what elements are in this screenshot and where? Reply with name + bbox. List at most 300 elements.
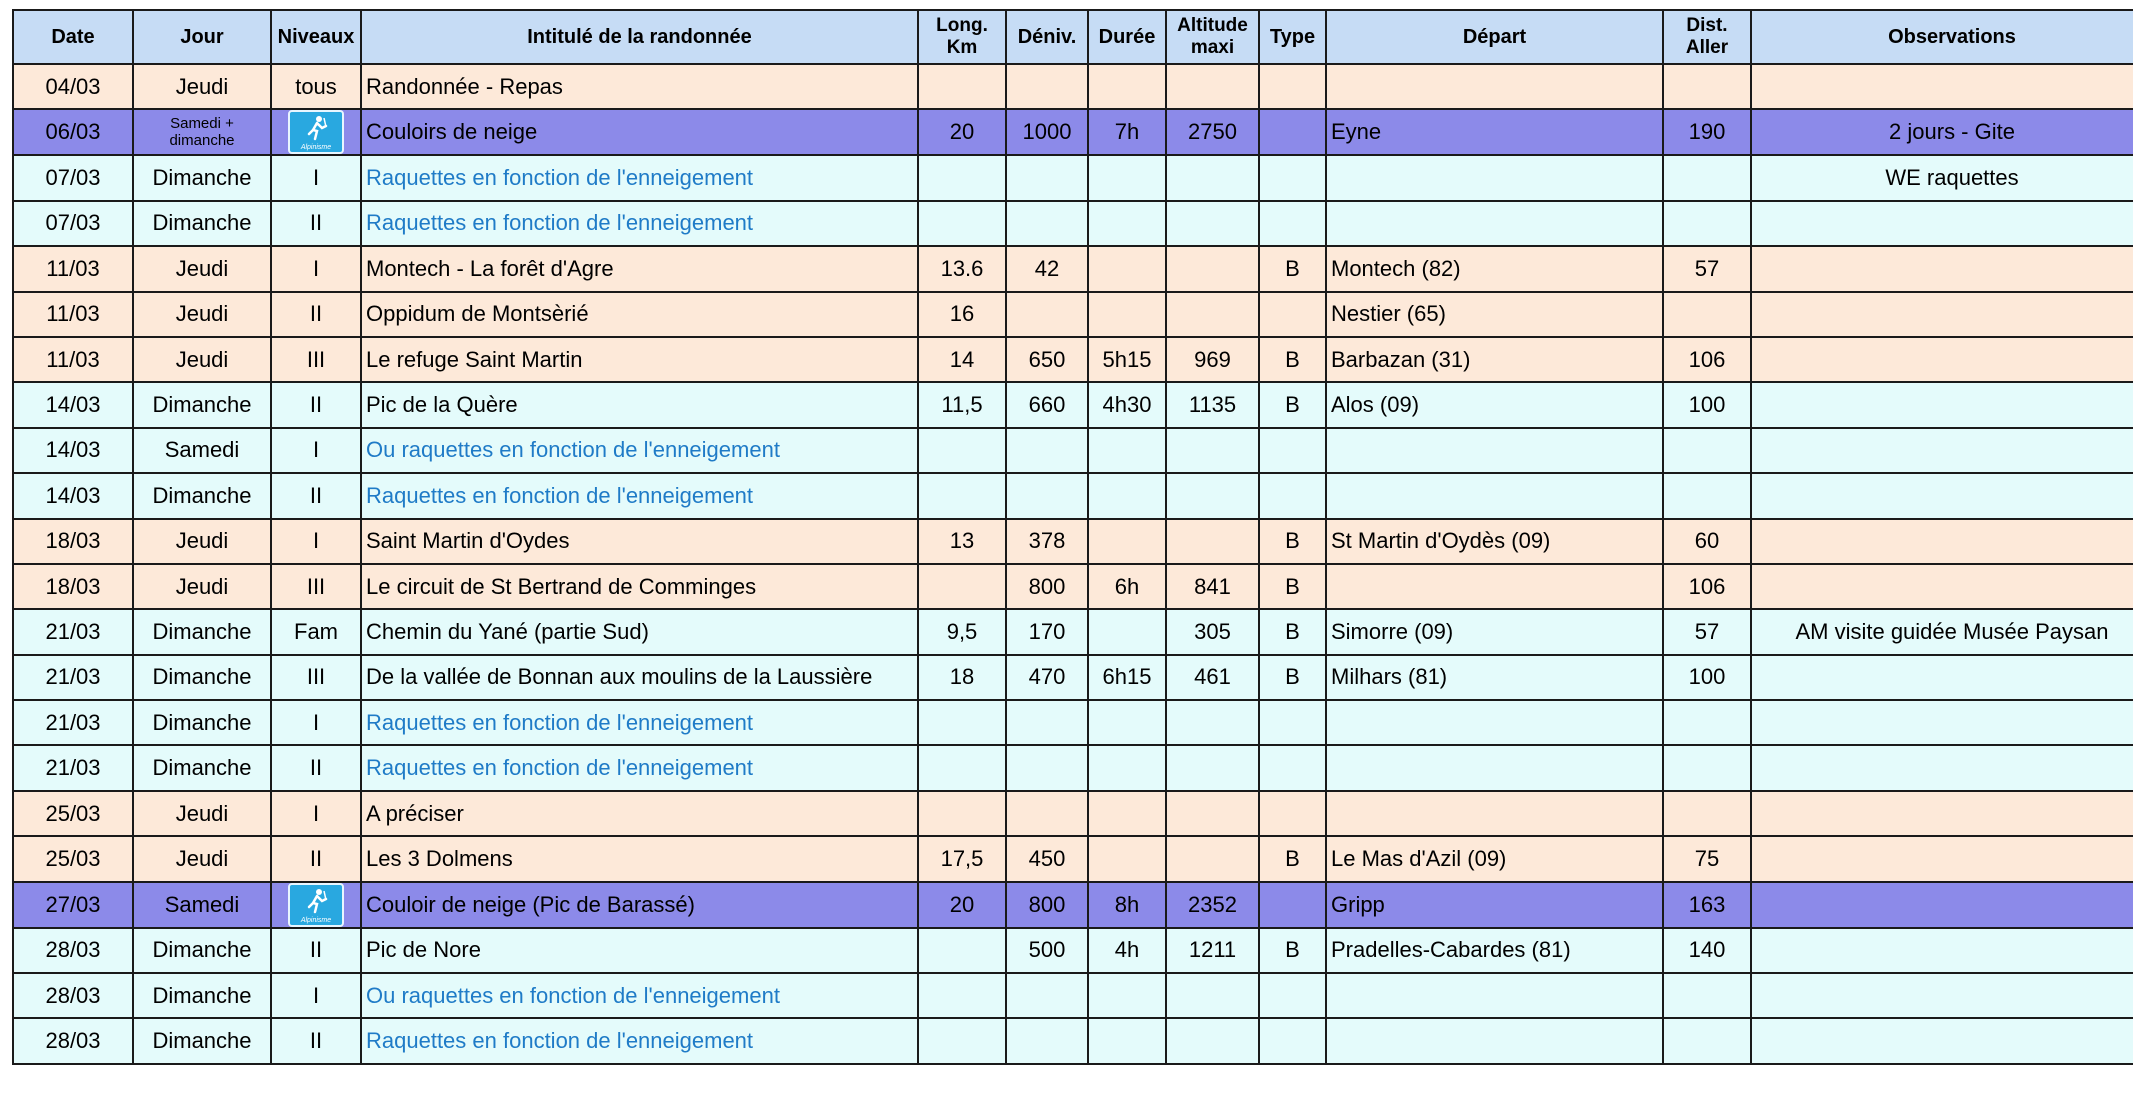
cell-deniv (1006, 1018, 1088, 1063)
cell-titre: Couloir de neige (Pic de Barassé) (361, 882, 918, 928)
cell-observations: AM visite guidée Musée Paysan (1751, 609, 2133, 654)
cell-dist: 57 (1663, 246, 1751, 291)
col-header-duree: Durée (1088, 10, 1166, 64)
cell-deniv (1006, 791, 1088, 836)
cell-niveau: I (271, 973, 361, 1018)
cell-long (918, 428, 1006, 473)
cell-dist: 57 (1663, 609, 1751, 654)
cell-niveau: I (271, 428, 361, 473)
alpinisme-icon (288, 883, 344, 927)
cell-date: 28/03 (13, 973, 133, 1018)
cell-jour: Dimanche (133, 609, 271, 654)
table-row (13, 382, 2133, 427)
cell-niveau: II (271, 201, 361, 246)
cell-observations (1751, 973, 2133, 1018)
cell-altitude (1166, 836, 1259, 881)
cell-titre: Montech - La forêt d'Agre (361, 246, 918, 291)
cell-dist: 106 (1663, 564, 1751, 609)
cell-observations (1751, 473, 2133, 518)
alpinisme-icon-caption: Alpinisme (300, 144, 332, 152)
cell-observations (1751, 201, 2133, 246)
table-row (13, 473, 2133, 518)
table-row (13, 109, 2133, 155)
cell-observations (1751, 246, 2133, 291)
cell-depart: Le Mas d'Azil (09) (1326, 836, 1663, 881)
cell-depart (1326, 745, 1663, 790)
cell-long: 13.6 (918, 246, 1006, 291)
cell-niveau: III (271, 564, 361, 609)
cell-deniv (1006, 292, 1088, 337)
cell-duree (1088, 791, 1166, 836)
cell-dist (1663, 292, 1751, 337)
cell-titre: A préciser (361, 791, 918, 836)
cell-deniv: 650 (1006, 337, 1088, 382)
cell-depart (1326, 791, 1663, 836)
cell-type: B (1259, 337, 1326, 382)
cell-altitude (1166, 428, 1259, 473)
cell-altitude (1166, 791, 1259, 836)
cell-deniv (1006, 700, 1088, 745)
cell-deniv (1006, 745, 1088, 790)
cell-dist: 100 (1663, 382, 1751, 427)
cell-depart (1326, 155, 1663, 200)
cell-altitude (1166, 973, 1259, 1018)
cell-altitude (1166, 64, 1259, 109)
cell-date: 11/03 (13, 292, 133, 337)
cell-altitude (1166, 155, 1259, 200)
table-row (13, 836, 2133, 881)
cell-long (918, 791, 1006, 836)
cell-observations: WE raquettes (1751, 155, 2133, 200)
cell-type: B (1259, 928, 1326, 973)
cell-date: 25/03 (13, 791, 133, 836)
cell-long (918, 745, 1006, 790)
cell-long: 11,5 (918, 382, 1006, 427)
cell-type (1259, 700, 1326, 745)
cell-depart (1326, 473, 1663, 518)
cell-type: B (1259, 655, 1326, 700)
col-header-depart: Départ (1326, 10, 1663, 64)
cell-niveau: II (271, 745, 361, 790)
cell-altitude (1166, 246, 1259, 291)
cell-deniv (1006, 155, 1088, 200)
cell-titre: Raquettes en fonction de l'enneigement (361, 1018, 918, 1063)
cell-altitude: 2352 (1166, 882, 1259, 928)
cell-titre: Raquettes en fonction de l'enneigement (361, 745, 918, 790)
cell-duree (1088, 973, 1166, 1018)
cell-dist (1663, 745, 1751, 790)
cell-titre: Oppidum de Montsèrié (361, 292, 918, 337)
cell-duree: 4h30 (1088, 382, 1166, 427)
cell-altitude (1166, 1018, 1259, 1063)
cell-altitude: 1135 (1166, 382, 1259, 427)
cell-altitude: 969 (1166, 337, 1259, 382)
table-row (13, 428, 2133, 473)
col-header-dist: Dist. Aller (1663, 10, 1751, 64)
cell-date: 07/03 (13, 155, 133, 200)
cell-jour: Samedi (133, 428, 271, 473)
cell-depart: Barbazan (31) (1326, 337, 1663, 382)
table-row (13, 292, 2133, 337)
cell-niveau: Fam (271, 609, 361, 654)
cell-long (918, 700, 1006, 745)
cell-dist (1663, 791, 1751, 836)
cell-duree (1088, 473, 1166, 518)
cell-type (1259, 155, 1326, 200)
cell-titre: Ou raquettes en fonction de l'enneigement (361, 973, 918, 1018)
cell-deniv: 660 (1006, 382, 1088, 427)
cell-jour: Dimanche (133, 473, 271, 518)
cell-observations (1751, 655, 2133, 700)
cell-depart (1326, 700, 1663, 745)
cell-long: 16 (918, 292, 1006, 337)
cell-observations: 2 jours - Gite (1751, 109, 2133, 155)
cell-jour: Jeudi (133, 836, 271, 881)
cell-observations (1751, 928, 2133, 973)
cell-date: 11/03 (13, 337, 133, 382)
col-header-altitude: Altitude maxi (1166, 10, 1259, 64)
cell-type: B (1259, 246, 1326, 291)
table-row (13, 1018, 2133, 1063)
cell-deniv: 170 (1006, 609, 1088, 654)
cell-jour: Dimanche (133, 382, 271, 427)
cell-depart: Simorre (09) (1326, 609, 1663, 654)
cell-date: 18/03 (13, 564, 133, 609)
cell-long: 18 (918, 655, 1006, 700)
cell-long (918, 564, 1006, 609)
cell-depart: St Martin d'Oydès (09) (1326, 519, 1663, 564)
cell-titre: Saint Martin d'Oydes (361, 519, 918, 564)
cell-jour: Jeudi (133, 292, 271, 337)
cell-duree (1088, 1018, 1166, 1063)
cell-altitude (1166, 745, 1259, 790)
cell-jour: Dimanche (133, 700, 271, 745)
cell-altitude: 2750 (1166, 109, 1259, 155)
cell-deniv: 800 (1006, 882, 1088, 928)
cell-dist (1663, 64, 1751, 109)
cell-deniv: 1000 (1006, 109, 1088, 155)
cell-depart: Gripp (1326, 882, 1663, 928)
cell-type: B (1259, 382, 1326, 427)
cell-type: B (1259, 836, 1326, 881)
cell-date: 14/03 (13, 428, 133, 473)
cell-date: 25/03 (13, 836, 133, 881)
cell-altitude (1166, 473, 1259, 518)
cell-dist: 190 (1663, 109, 1751, 155)
cell-deniv (1006, 428, 1088, 473)
cell-date: 06/03 (13, 109, 133, 155)
cell-date: 28/03 (13, 928, 133, 973)
cell-date: 07/03 (13, 201, 133, 246)
cell-deniv: 800 (1006, 564, 1088, 609)
cell-niveau: tous (271, 64, 361, 109)
cell-duree: 4h (1088, 928, 1166, 973)
cell-date: 11/03 (13, 246, 133, 291)
cell-date: 14/03 (13, 473, 133, 518)
cell-type (1259, 973, 1326, 1018)
cell-titre: Raquettes en fonction de l'enneigement (361, 201, 918, 246)
cell-jour: Jeudi (133, 564, 271, 609)
cell-long: 20 (918, 882, 1006, 928)
cell-jour: Jeudi (133, 791, 271, 836)
cell-dist: 140 (1663, 928, 1751, 973)
cell-jour: Jeudi (133, 64, 271, 109)
cell-titre: Raquettes en fonction de l'enneigement (361, 473, 918, 518)
cell-titre: De la vallée de Bonnan aux moulins de la Laussière (361, 655, 918, 700)
table-row (13, 155, 2133, 200)
col-header-long: Long. Km (918, 10, 1006, 64)
cell-deniv: 378 (1006, 519, 1088, 564)
cell-depart: Eyne (1326, 109, 1663, 155)
cell-duree (1088, 700, 1166, 745)
col-header-type: Type (1259, 10, 1326, 64)
cell-titre: Raquettes en fonction de l'enneigement (361, 700, 918, 745)
cell-titre: Couloirs de neige (361, 109, 918, 155)
cell-observations (1751, 64, 2133, 109)
table-row (13, 745, 2133, 790)
cell-niveau: II (271, 1018, 361, 1063)
cell-dist (1663, 973, 1751, 1018)
cell-deniv: 42 (1006, 246, 1088, 291)
cell-long: 14 (918, 337, 1006, 382)
cell-type (1259, 882, 1326, 928)
cell-duree (1088, 428, 1166, 473)
cell-niveau (271, 882, 361, 928)
table-row (13, 519, 2133, 564)
col-header-intitule: Intitulé de la randonnée (361, 10, 918, 64)
cell-niveau: II (271, 928, 361, 973)
cell-jour: Dimanche (133, 201, 271, 246)
col-header-deniv: Déniv. (1006, 10, 1088, 64)
cell-dist (1663, 428, 1751, 473)
cell-deniv: 470 (1006, 655, 1088, 700)
cell-type (1259, 473, 1326, 518)
cell-type (1259, 791, 1326, 836)
cell-dist (1663, 1018, 1751, 1063)
cell-jour: Dimanche (133, 973, 271, 1018)
cell-altitude: 461 (1166, 655, 1259, 700)
cell-jour: Dimanche (133, 155, 271, 200)
cell-jour: Jeudi (133, 246, 271, 291)
cell-depart: Pradelles-Cabardes (81) (1326, 928, 1663, 973)
cell-deniv (1006, 473, 1088, 518)
cell-long: 9,5 (918, 609, 1006, 654)
cell-duree (1088, 246, 1166, 291)
cell-observations (1751, 791, 2133, 836)
cell-dist: 163 (1663, 882, 1751, 928)
cell-type: B (1259, 609, 1326, 654)
cell-niveau: I (271, 155, 361, 200)
cell-date: 04/03 (13, 64, 133, 109)
cell-depart (1326, 64, 1663, 109)
cell-type (1259, 109, 1326, 155)
alpinisme-icon-caption: Alpinisme (300, 916, 332, 924)
cell-niveau: III (271, 655, 361, 700)
cell-duree (1088, 519, 1166, 564)
cell-depart (1326, 1018, 1663, 1063)
cell-duree: 6h15 (1088, 655, 1166, 700)
cell-niveau: II (271, 473, 361, 518)
col-header-date: Date (13, 10, 133, 64)
clipped-top-banner (0, 0, 2133, 8)
cell-duree: 8h (1088, 882, 1166, 928)
cell-duree (1088, 292, 1166, 337)
cell-date: 14/03 (13, 382, 133, 427)
col-header-jour: Jour (133, 10, 271, 64)
cell-niveau: I (271, 700, 361, 745)
cell-long: 13 (918, 519, 1006, 564)
cell-observations (1751, 745, 2133, 790)
cell-jour: Dimanche (133, 928, 271, 973)
cell-depart (1326, 973, 1663, 1018)
cell-altitude (1166, 519, 1259, 564)
cell-long (918, 201, 1006, 246)
cell-deniv (1006, 64, 1088, 109)
table-row (13, 564, 2133, 609)
cell-observations (1751, 700, 2133, 745)
cell-type: B (1259, 564, 1326, 609)
cell-type (1259, 292, 1326, 337)
cell-depart: Montech (82) (1326, 246, 1663, 291)
table-row (13, 928, 2133, 973)
cell-dist (1663, 201, 1751, 246)
cell-duree (1088, 745, 1166, 790)
cell-dist: 100 (1663, 655, 1751, 700)
cell-altitude: 305 (1166, 609, 1259, 654)
table-row (13, 655, 2133, 700)
cell-date: 18/03 (13, 519, 133, 564)
cell-observations (1751, 292, 2133, 337)
cell-titre: Les 3 Dolmens (361, 836, 918, 881)
cell-date: 28/03 (13, 1018, 133, 1063)
cell-titre: Le refuge Saint Martin (361, 337, 918, 382)
cell-deniv: 500 (1006, 928, 1088, 973)
cell-niveau: II (271, 292, 361, 337)
header-row (13, 10, 2133, 64)
cell-duree (1088, 155, 1166, 200)
cell-depart: Nestier (65) (1326, 292, 1663, 337)
cell-titre: Randonnée - Repas (361, 64, 918, 109)
cell-depart (1326, 564, 1663, 609)
cell-jour: Samedi + dimanche (133, 109, 271, 155)
table-row (13, 246, 2133, 291)
table-row (13, 700, 2133, 745)
cell-deniv: 450 (1006, 836, 1088, 881)
cell-date: 27/03 (13, 882, 133, 928)
cell-depart (1326, 201, 1663, 246)
table-row (13, 609, 2133, 654)
cell-type (1259, 428, 1326, 473)
cell-long (918, 64, 1006, 109)
cell-dist: 60 (1663, 519, 1751, 564)
cell-long: 17,5 (918, 836, 1006, 881)
cell-observations (1751, 1018, 2133, 1063)
cell-long (918, 928, 1006, 973)
cell-long: 20 (918, 109, 1006, 155)
cell-long (918, 973, 1006, 1018)
cell-titre: Pic de Nore (361, 928, 918, 973)
cell-duree (1088, 609, 1166, 654)
cell-dist (1663, 700, 1751, 745)
cell-dist (1663, 155, 1751, 200)
cell-jour: Jeudi (133, 337, 271, 382)
cell-altitude (1166, 292, 1259, 337)
cell-altitude: 841 (1166, 564, 1259, 609)
cell-titre: Raquettes en fonction de l'enneigement (361, 155, 918, 200)
cell-depart: Alos (09) (1326, 382, 1663, 427)
cell-niveau: I (271, 791, 361, 836)
col-header-observations: Observations (1751, 10, 2133, 64)
cell-dist: 75 (1663, 836, 1751, 881)
cell-date: 21/03 (13, 700, 133, 745)
cell-type (1259, 64, 1326, 109)
cell-niveau: I (271, 519, 361, 564)
cell-duree: 5h15 (1088, 337, 1166, 382)
table-row (13, 337, 2133, 382)
cell-duree: 6h (1088, 564, 1166, 609)
cell-long (918, 155, 1006, 200)
cell-niveau: I (271, 246, 361, 291)
cell-niveau: II (271, 382, 361, 427)
cell-depart (1326, 428, 1663, 473)
cell-date: 21/03 (13, 745, 133, 790)
table-row (13, 791, 2133, 836)
cell-duree (1088, 64, 1166, 109)
cell-date: 21/03 (13, 609, 133, 654)
cell-altitude (1166, 201, 1259, 246)
table-row (13, 973, 2133, 1018)
cell-long (918, 473, 1006, 518)
cell-type (1259, 745, 1326, 790)
cell-titre: Pic de la Quère (361, 382, 918, 427)
cell-observations (1751, 519, 2133, 564)
cell-titre: Ou raquettes en fonction de l'enneigement (361, 428, 918, 473)
cell-jour: Samedi (133, 882, 271, 928)
cell-dist (1663, 473, 1751, 518)
table-row (13, 882, 2133, 928)
cell-altitude (1166, 700, 1259, 745)
cell-titre: Le circuit de St Bertrand de Comminges (361, 564, 918, 609)
cell-duree: 7h (1088, 109, 1166, 155)
cell-date: 21/03 (13, 655, 133, 700)
table-row (13, 201, 2133, 246)
cell-observations (1751, 882, 2133, 928)
cell-deniv (1006, 201, 1088, 246)
cell-dist: 106 (1663, 337, 1751, 382)
cell-deniv (1006, 973, 1088, 1018)
cell-long (918, 1018, 1006, 1063)
cell-jour: Dimanche (133, 1018, 271, 1063)
cell-observations (1751, 836, 2133, 881)
cell-observations (1751, 337, 2133, 382)
cell-jour: Dimanche (133, 745, 271, 790)
hike-schedule-table (12, 9, 2133, 1065)
cell-altitude: 1211 (1166, 928, 1259, 973)
cell-type (1259, 1018, 1326, 1063)
cell-jour: Dimanche (133, 655, 271, 700)
cell-niveau: II (271, 836, 361, 881)
alpinisme-icon (288, 110, 344, 154)
cell-depart: Milhars (81) (1326, 655, 1663, 700)
cell-titre: Chemin du Yané (partie Sud) (361, 609, 918, 654)
table-row (13, 64, 2133, 109)
cell-type: B (1259, 519, 1326, 564)
cell-niveau: III (271, 337, 361, 382)
cell-jour: Jeudi (133, 519, 271, 564)
cell-observations (1751, 428, 2133, 473)
cell-duree (1088, 201, 1166, 246)
cell-type (1259, 201, 1326, 246)
